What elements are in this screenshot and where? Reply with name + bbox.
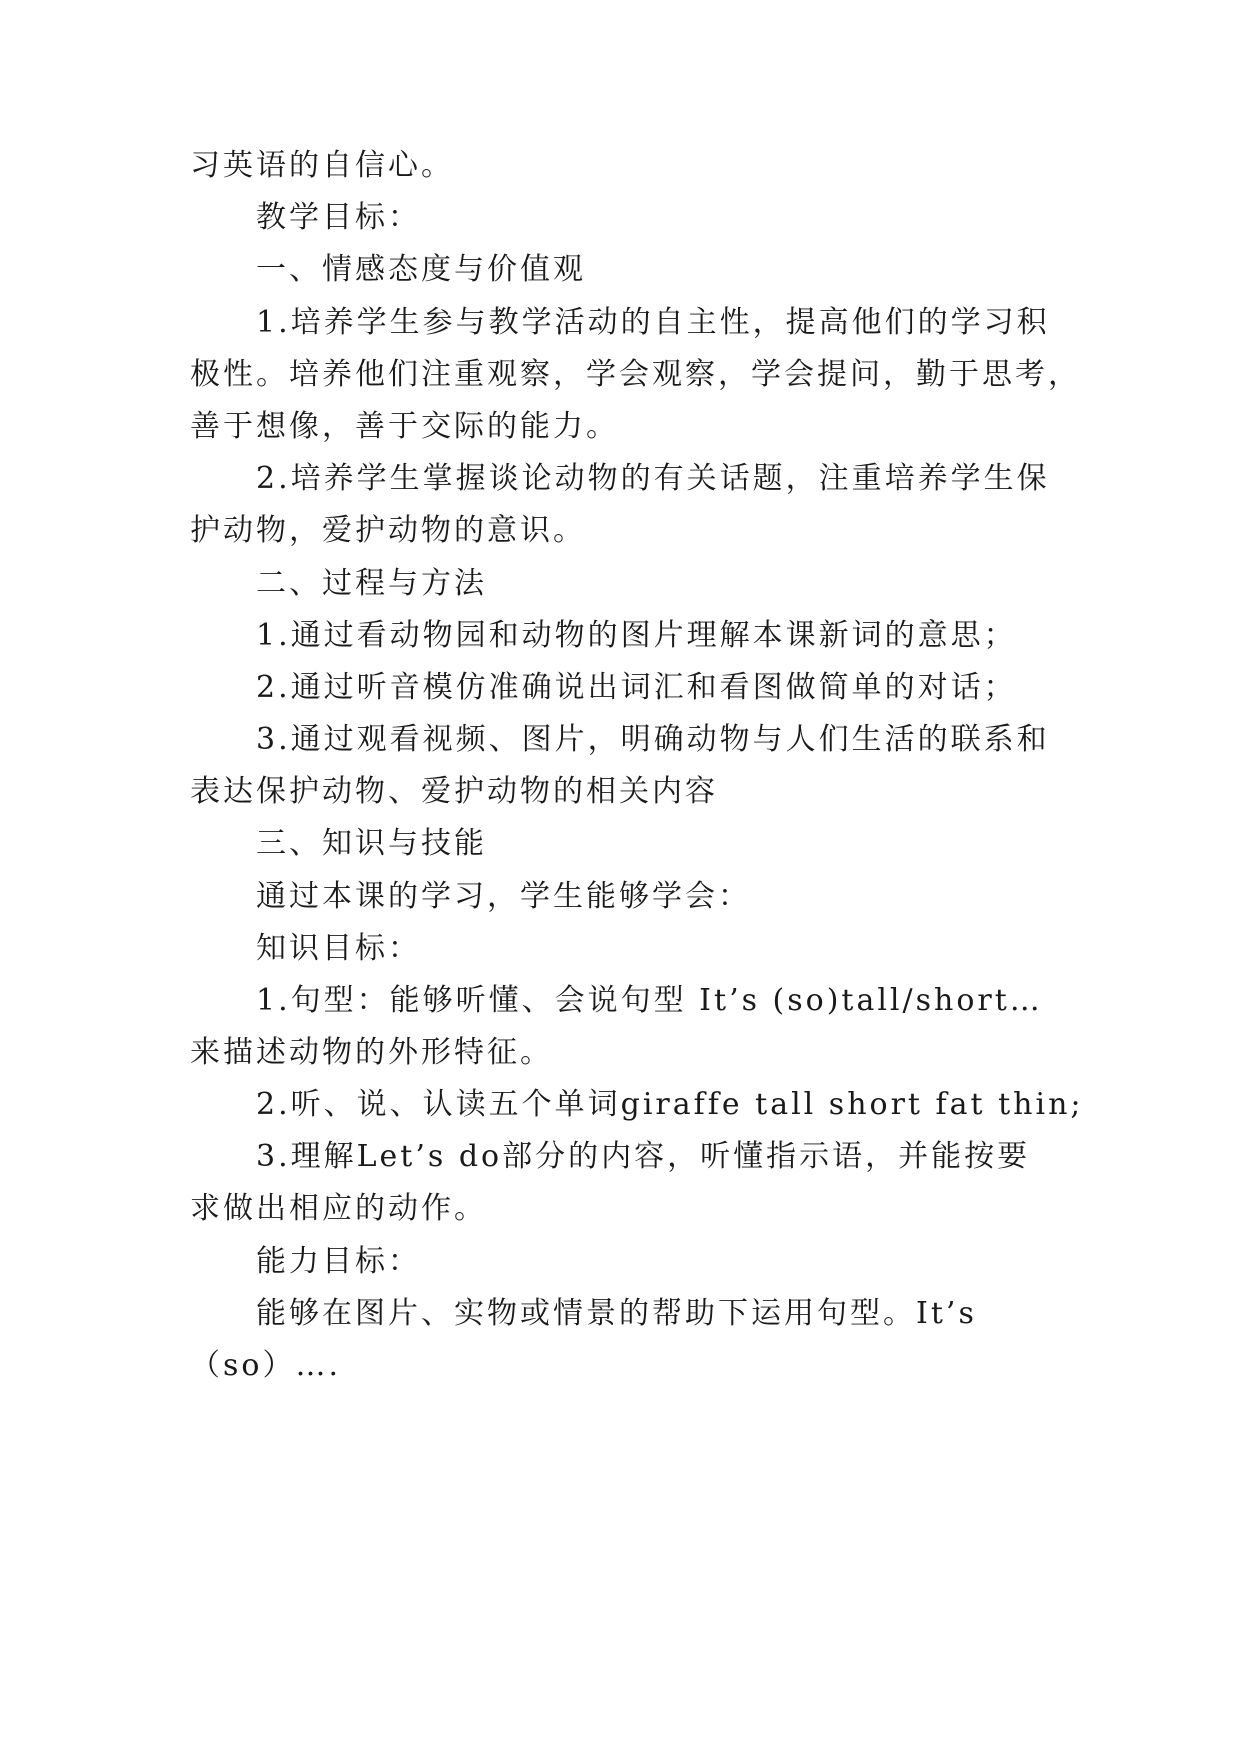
paragraph-line: 习英语的自信心。 — [190, 148, 454, 183]
paragraph-line: 3.理解Let’s do部分的内容，听懂指示语，并能按要 — [256, 1139, 1031, 1174]
paragraph-line: 1.通过看动物园和动物的图片理解本课新词的意思； — [256, 618, 1017, 653]
paragraph-line: 求做出相应的动作。 — [190, 1191, 487, 1226]
paragraph-line: 来描述动物的外形特征。 — [190, 1035, 553, 1070]
paragraph-line: 善于想像，善于交际的能力。 — [190, 409, 619, 444]
section-heading: 能力目标： — [256, 1244, 421, 1279]
paragraph-line: 2.通过听音模仿准确说出词汇和看图做简单的对话； — [256, 670, 1017, 705]
section-heading: 一、情感态度与价值观 — [256, 252, 586, 287]
section-heading: 知识目标： — [256, 931, 421, 966]
paragraph-line: 1.培养学生参与教学活动的自主性，提高他们的学习积 — [256, 305, 1050, 340]
section-heading: 二、过程与方法 — [256, 566, 487, 601]
section-heading: 三、知识与技能 — [256, 826, 487, 861]
paragraph-line: 极性。培养他们注重观察，学会观察，学会提问，勤于思考， — [190, 357, 1081, 392]
paragraph-line: 能够在图片、实物或情景的帮助下运用句型。It’s — [256, 1296, 977, 1331]
paragraph-line: 1.句型：能够听懂、会说句型 It’s (so)tall/short… — [256, 983, 1043, 1018]
paragraph-line: 2.培养学生掌握谈论动物的有关话题，注重培养学生保 — [256, 461, 1050, 496]
section-heading: 教学目标： — [256, 200, 421, 235]
paragraph-line: 3.通过观看视频、图片，明确动物与人们生活的联系和 — [256, 722, 1050, 757]
paragraph-line: 护动物，爱护动物的意识。 — [190, 513, 586, 548]
paragraph-line: 2.听、说、认读五个单词giraffe tall short fat thin; — [256, 1087, 1084, 1122]
paragraph-line: （so）…. — [190, 1348, 341, 1383]
paragraph-line: 通过本课的学习，学生能够学会： — [256, 879, 751, 914]
paragraph-line: 表达保护动物、爱护动物的相关内容 — [190, 774, 718, 809]
